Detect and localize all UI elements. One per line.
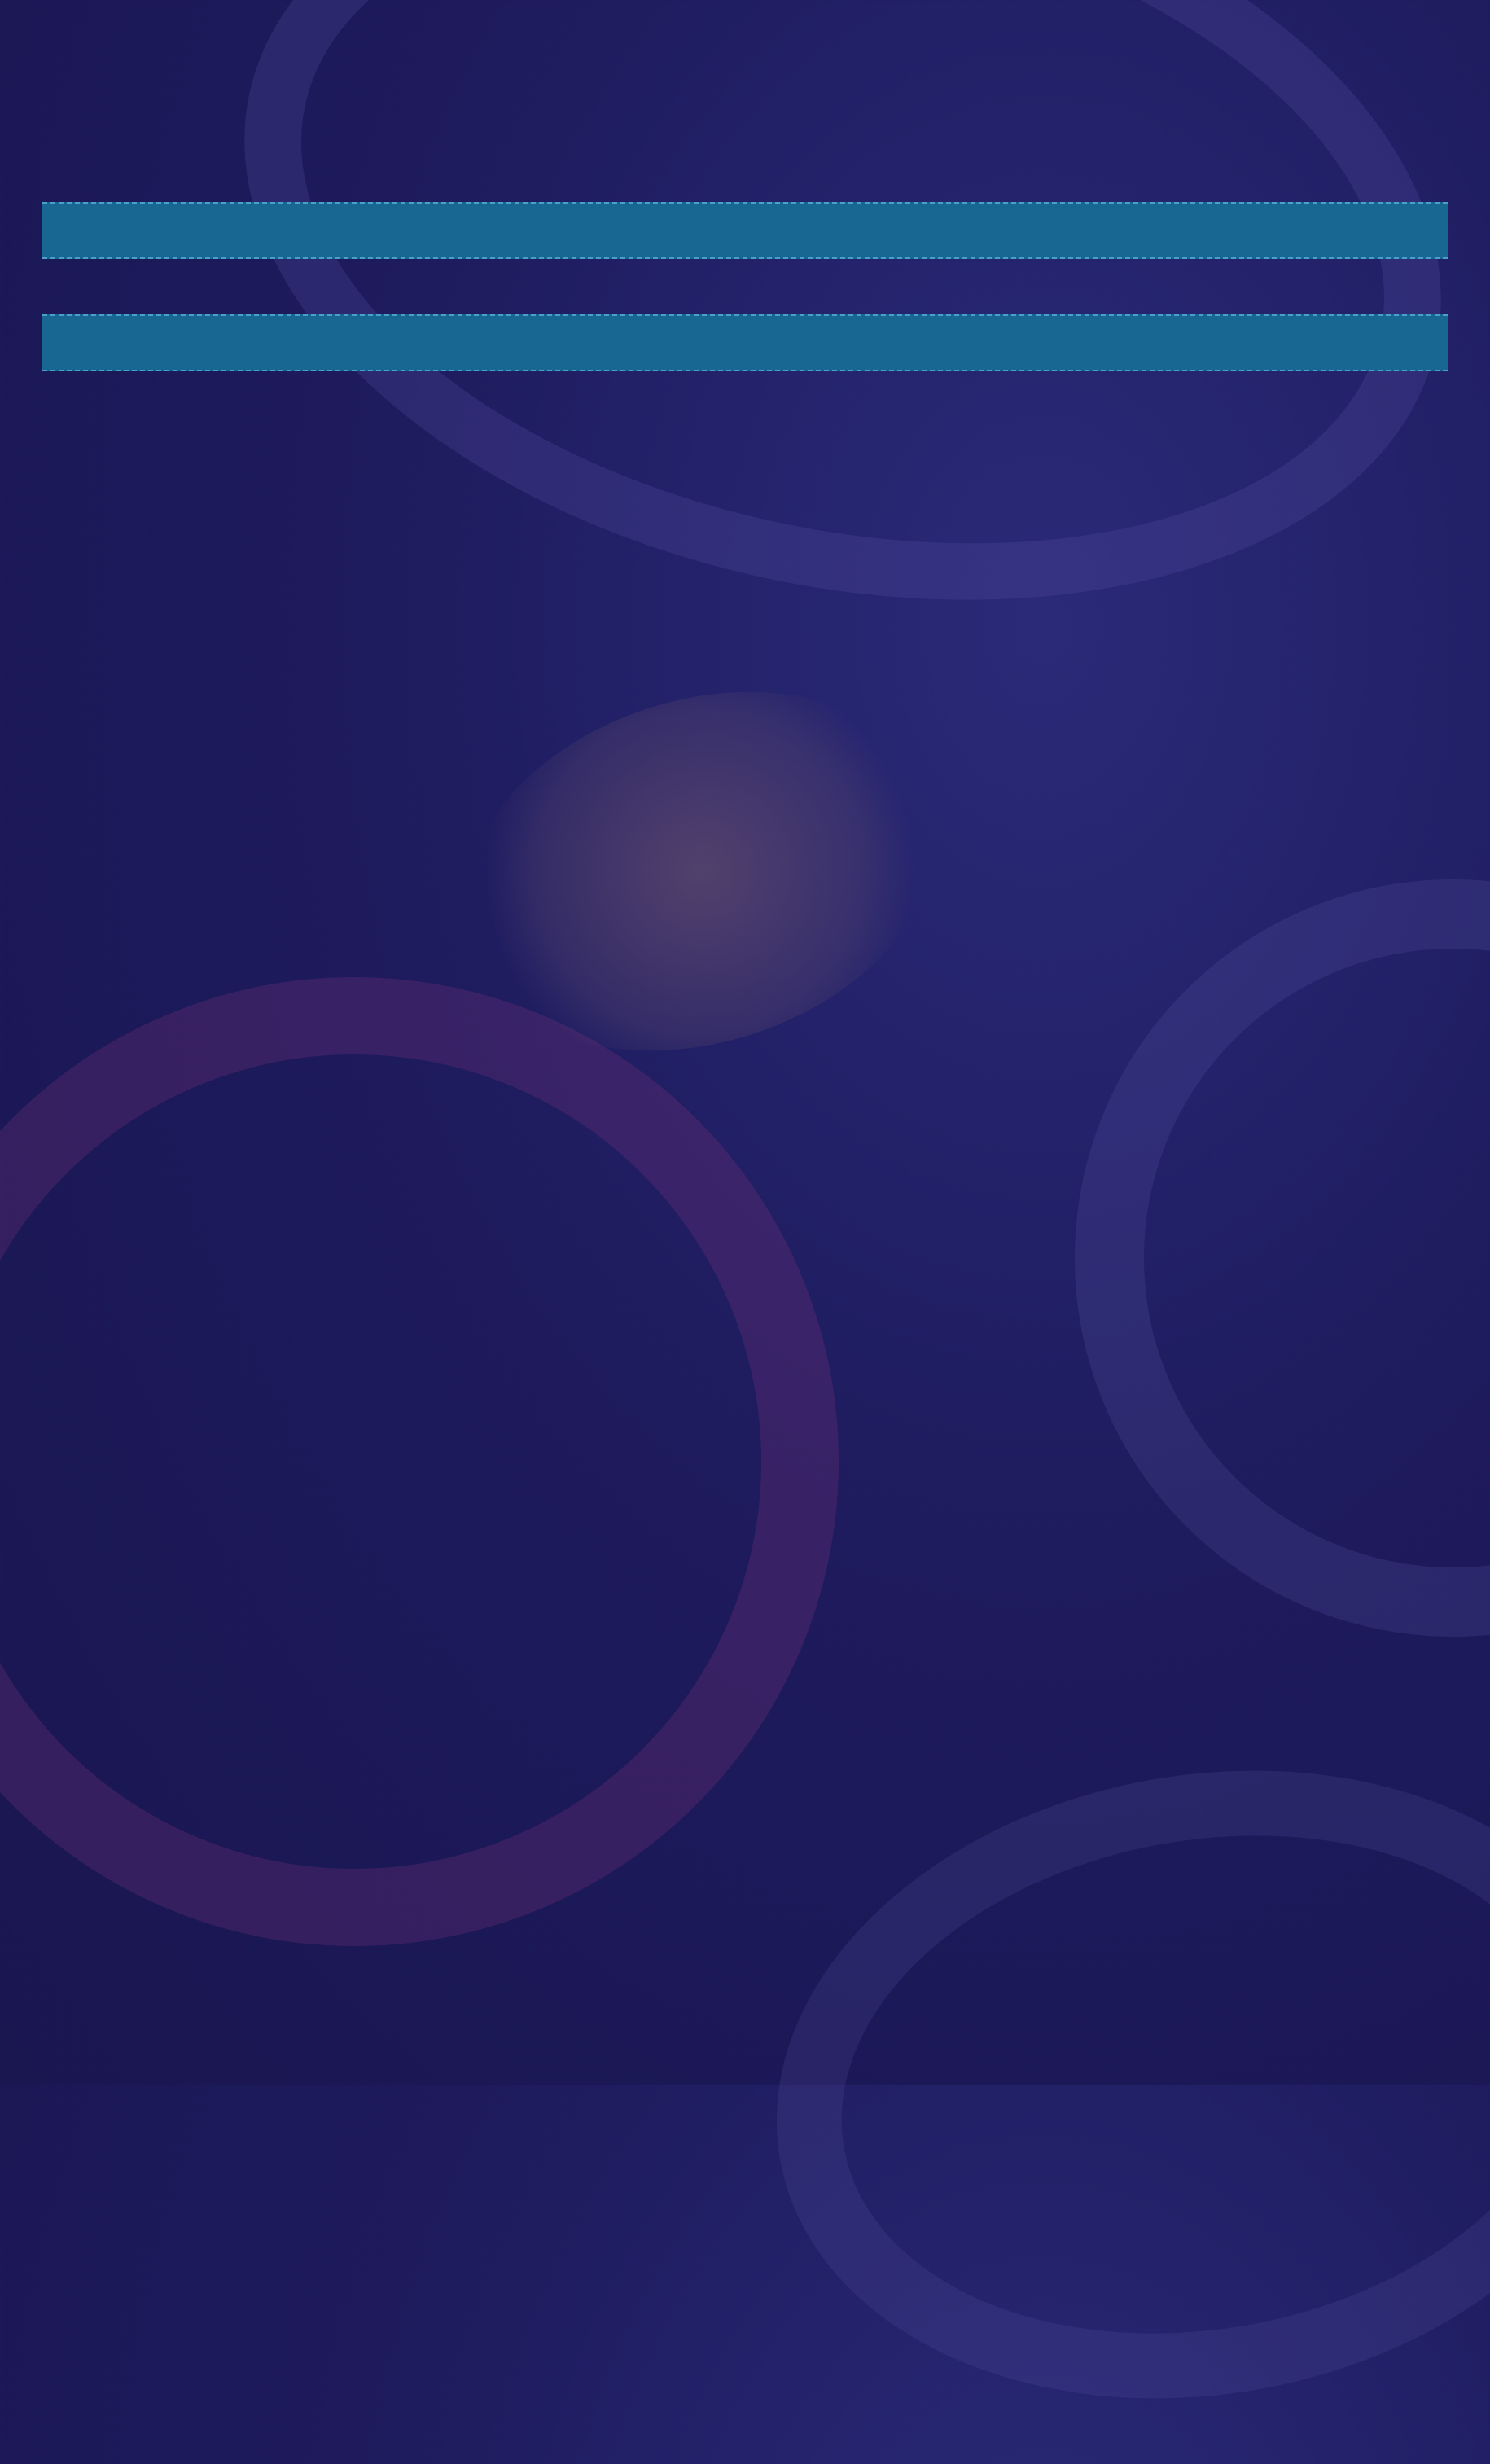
- event-row-baby-wolf: [42, 257, 1448, 311]
- poker-chip-decoration: [415, 634, 985, 1110]
- table-header-b: [42, 314, 1448, 371]
- poker-chip-decoration: [0, 840, 975, 2082]
- table-header-a: [42, 202, 1448, 259]
- poker-chip-decoration: [1075, 879, 1490, 1637]
